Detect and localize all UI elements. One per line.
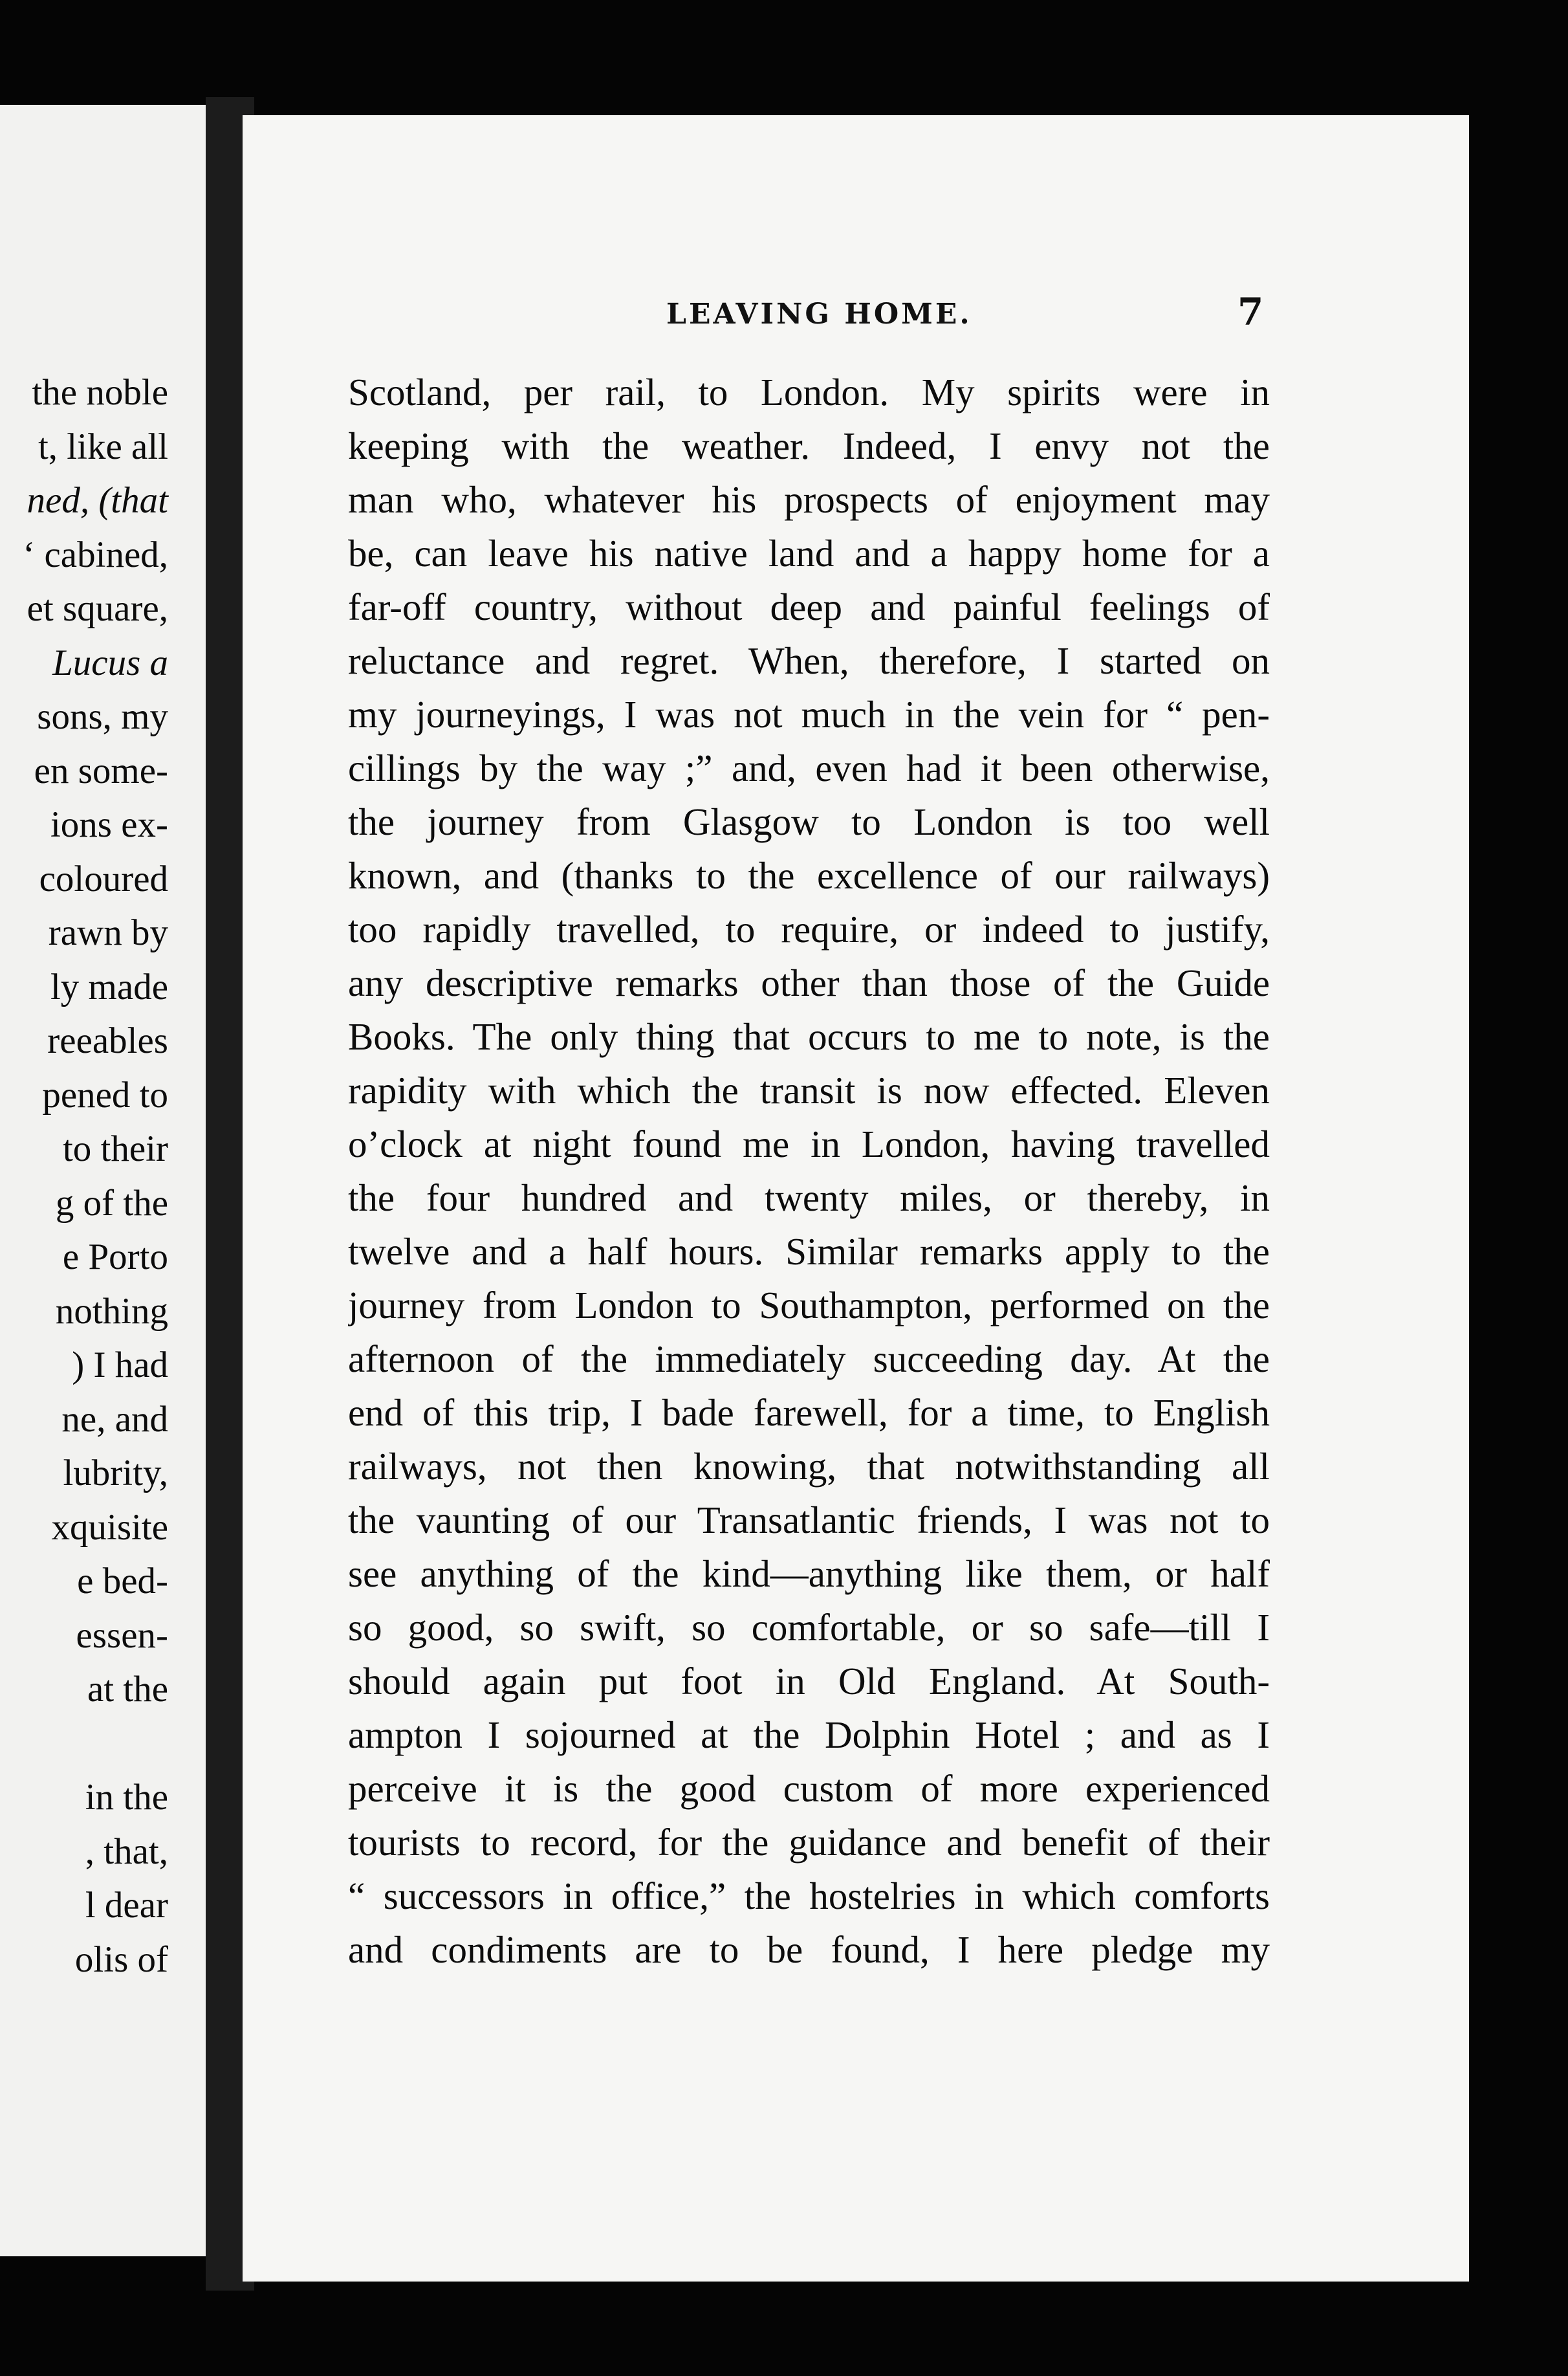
text-line: reluctance and regret. When, therefore, I started on (348, 639, 1270, 682)
left-page-line: ned, (that (27, 480, 168, 521)
left-page (0, 105, 206, 2256)
text-line: journey from London to Southampton, performed on the (348, 1284, 1270, 1326)
left-page-line: essen- (76, 1614, 168, 1656)
text-line: afternoon of the immediately succeeding day. At the (348, 1337, 1270, 1380)
text-line: see anything of the kind—anything like them, or half (348, 1552, 1270, 1595)
text-line: Scotland, per rail, to London. My spirits were in (348, 371, 1270, 413)
left-page-line: sons, my (37, 696, 168, 737)
left-page-line: the noble (32, 372, 168, 413)
text-line: Books. The only thing that occurs to me to note, is the (348, 1015, 1270, 1058)
left-page-line: ) I had (72, 1345, 168, 1385)
left-page-line: rawn by (48, 912, 168, 953)
left-page-line: olis of (74, 1939, 168, 1980)
text-line: railways, not then knowing, that notwithstanding all (348, 1445, 1270, 1488)
left-page-line: l dear (85, 1885, 168, 1926)
text-line: perceive it is the good custom of more experienced (348, 1767, 1270, 1810)
left-page-line: xquisite (51, 1506, 168, 1548)
text-line: o’clock at night found me in London, having travelled (348, 1123, 1270, 1165)
text-line: ampton I sojourned at the Dolphin Hotel ; and as I (348, 1713, 1270, 1756)
left-page-line: t, like all (38, 426, 168, 467)
text-line: tourists to record, for the guidance and benefit of their (348, 1821, 1270, 1864)
running-header: LEAVING HOME. (666, 298, 972, 331)
left-page-line: reeables (47, 1020, 168, 1061)
left-page-line: lubrity, (63, 1453, 168, 1493)
text-line: be, can leave his native land and a happy home for a (348, 532, 1270, 575)
left-page-line: ne, and (61, 1398, 168, 1440)
left-page-line: ‘ cabined, (23, 534, 168, 575)
left-page-line: et square, (27, 588, 168, 629)
left-page-line: , that, (85, 1831, 168, 1872)
text-line: the vaunting of our Transatlantic friends, I was not to (348, 1499, 1270, 1541)
text-line: man who, whatever his prospects of enjoyment may (348, 478, 1270, 521)
text-line: my journeyings, I was not much in the vein for “ pen- (348, 693, 1270, 736)
left-page-line: e bed- (77, 1561, 168, 1601)
left-page-line: nothing (55, 1290, 168, 1332)
text-line: end of this trip, I bade farewell, for a time, to English (348, 1391, 1270, 1434)
left-page-line: ly made (50, 966, 168, 1007)
text-line: keeping with the weather. Indeed, I envy not the (348, 424, 1270, 467)
left-page-line: Lucus a (52, 642, 168, 683)
left-page-line: ions ex- (50, 804, 168, 845)
left-page-line: g of the (55, 1182, 168, 1224)
text-line: rapidity with which the transit is now effected. Eleven (348, 1069, 1270, 1112)
text-line: twelve and a half hours. Similar remarks apply to the (348, 1230, 1270, 1273)
text-line: the journey from Glasgow to London is too well (348, 800, 1270, 843)
text-line: any descriptive remarks other than those of the Guide (348, 962, 1270, 1004)
left-page-line: pened to (42, 1074, 168, 1116)
left-page-line: to their (62, 1128, 168, 1169)
text-line: cillings by the way ;” and, even had it been otherwise, (348, 747, 1270, 789)
text-line: should again put foot in Old England. At South- (348, 1660, 1270, 1702)
left-page-line: e Porto (62, 1237, 168, 1277)
text-line: and condiments are to be found, I here pledge my (348, 1928, 1270, 1971)
text-line: too rapidly travelled, to require, or indeed to justify, (348, 908, 1270, 951)
text-line: so good, so swift, so comfortable, or so safe—till I (348, 1606, 1270, 1649)
left-page-line: coloured (39, 858, 168, 899)
text-line: far-off country, without deep and painful feelings of (348, 586, 1270, 628)
text-line: “ successors in office,” the hostelries in which comforts (348, 1875, 1270, 1917)
page-number: 7 (1237, 290, 1264, 334)
left-page-line: at the (87, 1669, 168, 1710)
left-page-line: in the (85, 1777, 168, 1818)
text-line: known, and (thanks to the excellence of our railways) (348, 854, 1270, 897)
left-page-line: en some- (34, 750, 168, 791)
text-line: the four hundred and twenty miles, or thereby, in (348, 1176, 1270, 1219)
body-text (348, 371, 1270, 1982)
